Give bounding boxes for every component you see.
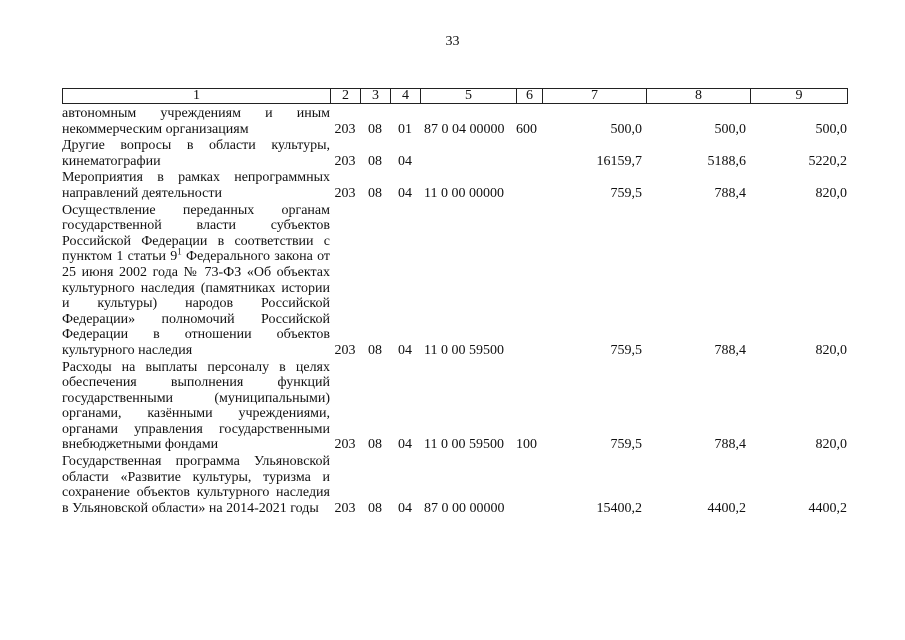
row-amount-col9: 500,0 [815, 121, 847, 137]
row-description [62, 203, 330, 359]
row-amount-col7: 16159,7 [596, 153, 642, 169]
row-amount-col9: 4400,2 [808, 500, 847, 516]
row-amount-col8: 4400,2 [707, 500, 746, 516]
row-code-section: 08 [368, 500, 382, 516]
table-row [62, 170, 847, 201]
row-code-target: 87 0 04 00000 [424, 121, 505, 137]
row-code-target: 11 0 00 59500 [424, 342, 504, 358]
row-amount-col8: 788,4 [714, 437, 746, 453]
row-code-ministry: 203 [334, 121, 356, 137]
row-description: Другие вопросы в области культуры, кинематографии [62, 138, 330, 169]
column-header-row [62, 88, 848, 104]
row-code-section: 08 [368, 437, 382, 453]
row-amount-col8: 788,4 [714, 342, 746, 358]
row-code-section: 08 [368, 185, 382, 201]
row-amount-col7: 759,5 [610, 185, 642, 201]
row-code-subsection: 04 [398, 185, 412, 201]
row-code-ministry: 203 [334, 185, 356, 201]
row-description: Мероприятия в рамках непрограммных направлений деятельности [62, 170, 330, 201]
column-header-3: 3 [361, 89, 391, 104]
row-amount-col9: 820,0 [815, 185, 847, 201]
row-code-subsection: 04 [398, 342, 412, 358]
row-code-target: 11 0 00 00000 [424, 185, 504, 201]
row-code-ministry: 203 [334, 153, 356, 169]
row-code-ministry: 203 [334, 342, 356, 358]
row-code-ministry: 203 [334, 500, 356, 516]
row-description: автономным учреждениям и иным некоммерческим организациям [62, 106, 330, 137]
row-description-part-1: Осуществление переданных органам государственной власти субъектов Российской Федерации в соответствии с пунктом 1 статьи 9 [62, 202, 330, 265]
row-code-target: 87 0 00 00000 [424, 500, 505, 516]
column-header-2: 2 [331, 89, 361, 104]
column-header-7: 7 [543, 89, 647, 104]
row-description: Расходы на выплаты персоналу в целях обеспечения выполнения функций государственными (муниципальными) органами, казёнными учреждениями, органами управления государственными внебюджетными фондами [62, 359, 330, 453]
row-amount-col7: 759,5 [610, 437, 642, 453]
row-code-ministry: 203 [334, 437, 356, 453]
row-amount-col8: 5188,6 [707, 153, 746, 169]
table-row [62, 203, 847, 359]
row-code-section: 08 [368, 153, 382, 169]
row-amount-col9: 820,0 [815, 437, 847, 453]
row-code-section: 08 [368, 121, 382, 137]
row-code-subsection: 04 [398, 500, 412, 516]
row-amount-col7: 500,0 [610, 121, 642, 137]
column-header-4: 4 [391, 89, 421, 104]
row-code-target: 11 0 00 59500 [424, 437, 504, 453]
row-description-part-2: Федерального закона от 25 июня 2002 года № 73-ФЗ «Об объектах культурного наследия (памятниках истории и культуры) народов Российской Федерации» полномочий Российской Федерации в отношении объектов культурного наследия [62, 249, 331, 358]
table-row [62, 454, 847, 516]
row-amount-col8: 788,4 [714, 185, 746, 201]
row-amount-col8: 500,0 [714, 121, 746, 137]
page-number: 33 [445, 34, 460, 49]
budget-table-body [62, 106, 847, 516]
column-header-1: 1 [63, 89, 331, 104]
row-code-subsection: 01 [398, 121, 412, 137]
row-code-section: 08 [368, 342, 382, 358]
column-header-8: 8 [647, 89, 751, 104]
column-header-6: 6 [517, 89, 543, 104]
row-amount-col7: 15400,2 [596, 500, 642, 516]
superscript-footnote: 1 [177, 246, 182, 257]
table-row [62, 138, 847, 169]
row-description: Государственная программа Ульяновской области «Развитие культуры, туризма и сохранение объектов культурного наследия в Ульяновской области» на 2014-2021 годы [62, 454, 330, 516]
table-row [62, 106, 847, 137]
table-row [62, 360, 847, 454]
row-code-expense-type: 100 [516, 437, 537, 453]
row-code-expense-type: 600 [516, 121, 537, 137]
column-header-5: 5 [421, 89, 517, 104]
column-header-9: 9 [751, 89, 848, 104]
row-amount-col9: 820,0 [815, 342, 847, 358]
row-amount-col9: 5220,2 [808, 153, 847, 169]
row-code-subsection: 04 [398, 153, 412, 169]
row-amount-col7: 759,5 [610, 342, 642, 358]
row-code-subsection: 04 [398, 437, 412, 453]
